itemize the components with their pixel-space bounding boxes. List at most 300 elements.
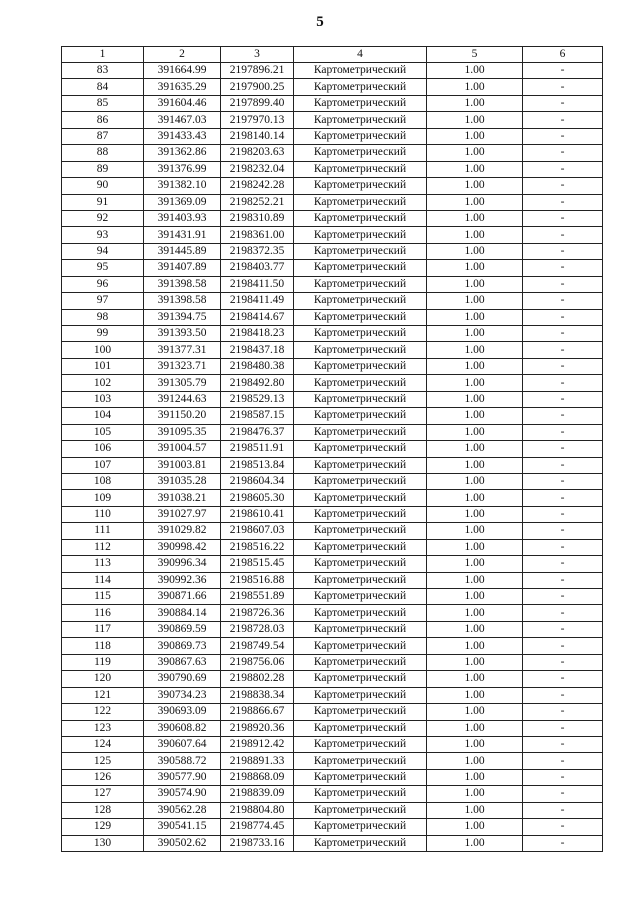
cell-accuracy: 1.00 xyxy=(427,638,523,654)
cell-coord-y: 2198726.36 xyxy=(221,605,294,621)
cell-coord-y: 2198749.54 xyxy=(221,638,294,654)
table-row xyxy=(62,95,603,111)
cell-accuracy: 1.00 xyxy=(427,490,523,506)
cell-coord-y: 2198515.45 xyxy=(221,556,294,572)
cell-coord-x: 390574.90 xyxy=(144,786,221,802)
cell-point-number: 119 xyxy=(62,654,144,670)
cell-coord-x: 390871.66 xyxy=(144,589,221,605)
cell-coord-y: 2198437.18 xyxy=(221,342,294,358)
cell-coord-x: 391377.31 xyxy=(144,342,221,358)
cell-note: - xyxy=(523,736,603,752)
cell-coord-y: 2198203.63 xyxy=(221,145,294,161)
cell-method: Картометрический xyxy=(294,539,427,555)
cell-method: Картометрический xyxy=(294,63,427,79)
cell-point-number: 98 xyxy=(62,309,144,325)
cell-method: Картометрический xyxy=(294,128,427,144)
cell-accuracy: 1.00 xyxy=(427,342,523,358)
cell-method: Картометрический xyxy=(294,556,427,572)
cell-note: - xyxy=(523,441,603,457)
cell-coord-x: 391467.03 xyxy=(144,112,221,128)
cell-coord-y: 2198516.22 xyxy=(221,539,294,555)
cell-method: Картометрический xyxy=(294,408,427,424)
cell-coord-x: 391394.75 xyxy=(144,309,221,325)
cell-coord-y: 2198372.35 xyxy=(221,243,294,259)
cell-coord-x: 391003.81 xyxy=(144,457,221,473)
cell-coord-x: 390607.64 xyxy=(144,736,221,752)
cell-coord-y: 2198411.49 xyxy=(221,293,294,309)
cell-method: Картометрический xyxy=(294,753,427,769)
cell-point-number: 109 xyxy=(62,490,144,506)
cell-coord-y: 2197900.25 xyxy=(221,79,294,95)
cell-point-number: 86 xyxy=(62,112,144,128)
cell-coord-y: 2198140.14 xyxy=(221,128,294,144)
cell-accuracy: 1.00 xyxy=(427,227,523,243)
table-row xyxy=(62,687,603,703)
cell-point-number: 110 xyxy=(62,506,144,522)
cell-coord-x: 390884.14 xyxy=(144,605,221,621)
cell-coord-y: 2198605.30 xyxy=(221,490,294,506)
cell-note: - xyxy=(523,309,603,325)
cell-note: - xyxy=(523,178,603,194)
cell-method: Картометрический xyxy=(294,638,427,654)
header-cell-4: 4 xyxy=(294,47,427,63)
cell-point-number: 99 xyxy=(62,326,144,342)
cell-method: Картометрический xyxy=(294,654,427,670)
cell-note: - xyxy=(523,671,603,687)
cell-note: - xyxy=(523,342,603,358)
cell-note: - xyxy=(523,835,603,851)
cell-coord-y: 2198920.36 xyxy=(221,720,294,736)
table-row xyxy=(62,753,603,769)
cell-point-number: 118 xyxy=(62,638,144,654)
cell-method: Картометрический xyxy=(294,736,427,752)
table-row xyxy=(62,572,603,588)
table-row xyxy=(62,457,603,473)
table-row xyxy=(62,326,603,342)
cell-point-number: 122 xyxy=(62,704,144,720)
cell-accuracy: 1.00 xyxy=(427,835,523,851)
cell-method: Картометрический xyxy=(294,835,427,851)
cell-point-number: 89 xyxy=(62,161,144,177)
cell-note: - xyxy=(523,260,603,276)
cell-note: - xyxy=(523,276,603,292)
cell-coord-y: 2198610.41 xyxy=(221,506,294,522)
cell-point-number: 129 xyxy=(62,819,144,835)
cell-method: Картометрический xyxy=(294,358,427,374)
table-row xyxy=(62,786,603,802)
cell-accuracy: 1.00 xyxy=(427,523,523,539)
cell-method: Картометрический xyxy=(294,210,427,226)
cell-coord-x: 390541.15 xyxy=(144,819,221,835)
cell-coord-y: 2198802.28 xyxy=(221,671,294,687)
cell-accuracy: 1.00 xyxy=(427,194,523,210)
cell-method: Картометрический xyxy=(294,145,427,161)
cell-point-number: 113 xyxy=(62,556,144,572)
cell-note: - xyxy=(523,210,603,226)
cell-accuracy: 1.00 xyxy=(427,605,523,621)
cell-coord-y: 2197970.13 xyxy=(221,112,294,128)
cell-note: - xyxy=(523,720,603,736)
cell-accuracy: 1.00 xyxy=(427,210,523,226)
cell-method: Картометрический xyxy=(294,769,427,785)
cell-coord-x: 391035.28 xyxy=(144,473,221,489)
cell-coord-y: 2198551.89 xyxy=(221,589,294,605)
cell-note: - xyxy=(523,819,603,835)
cell-accuracy: 1.00 xyxy=(427,63,523,79)
cell-accuracy: 1.00 xyxy=(427,276,523,292)
cell-accuracy: 1.00 xyxy=(427,687,523,703)
cell-coord-x: 390608.82 xyxy=(144,720,221,736)
cell-coord-y: 2198733.16 xyxy=(221,835,294,851)
cell-point-number: 84 xyxy=(62,79,144,95)
cell-note: - xyxy=(523,194,603,210)
cell-accuracy: 1.00 xyxy=(427,309,523,325)
cell-coord-y: 2198912.42 xyxy=(221,736,294,752)
cell-method: Картометрический xyxy=(294,95,427,111)
cell-note: - xyxy=(523,539,603,555)
cell-note: - xyxy=(523,408,603,424)
cell-accuracy: 1.00 xyxy=(427,769,523,785)
table-row xyxy=(62,835,603,851)
cell-accuracy: 1.00 xyxy=(427,424,523,440)
cell-accuracy: 1.00 xyxy=(427,506,523,522)
cell-coord-y: 2198476.37 xyxy=(221,424,294,440)
table-row xyxy=(62,473,603,489)
cell-coord-x: 391305.79 xyxy=(144,375,221,391)
cell-coord-x: 391150.20 xyxy=(144,408,221,424)
cell-point-number: 107 xyxy=(62,457,144,473)
cell-coord-y: 2198774.45 xyxy=(221,819,294,835)
cell-coord-y: 2197899.40 xyxy=(221,95,294,111)
table-row xyxy=(62,704,603,720)
cell-accuracy: 1.00 xyxy=(427,408,523,424)
cell-coord-x: 390588.72 xyxy=(144,753,221,769)
table-row xyxy=(62,391,603,407)
cell-note: - xyxy=(523,605,603,621)
cell-coord-y: 2198607.03 xyxy=(221,523,294,539)
cell-note: - xyxy=(523,63,603,79)
cell-note: - xyxy=(523,128,603,144)
cell-coord-x: 390693.09 xyxy=(144,704,221,720)
cell-accuracy: 1.00 xyxy=(427,671,523,687)
cell-note: - xyxy=(523,326,603,342)
table-row xyxy=(62,178,603,194)
cell-accuracy: 1.00 xyxy=(427,178,523,194)
cell-accuracy: 1.00 xyxy=(427,95,523,111)
cell-point-number: 114 xyxy=(62,572,144,588)
cell-coord-x: 391004.57 xyxy=(144,441,221,457)
cell-coord-x: 391095.35 xyxy=(144,424,221,440)
cell-point-number: 83 xyxy=(62,63,144,79)
cell-coord-x: 391038.21 xyxy=(144,490,221,506)
cell-point-number: 123 xyxy=(62,720,144,736)
table-row xyxy=(62,736,603,752)
cell-method: Картометрический xyxy=(294,326,427,342)
cell-accuracy: 1.00 xyxy=(427,457,523,473)
cell-coord-y: 2198418.23 xyxy=(221,326,294,342)
cell-note: - xyxy=(523,145,603,161)
table-row xyxy=(62,654,603,670)
table-row xyxy=(62,506,603,522)
table-row xyxy=(62,63,603,79)
cell-accuracy: 1.00 xyxy=(427,441,523,457)
cell-note: - xyxy=(523,802,603,818)
cell-coord-x: 391393.50 xyxy=(144,326,221,342)
cell-coord-y: 2198480.38 xyxy=(221,358,294,374)
cell-accuracy: 1.00 xyxy=(427,326,523,342)
cell-accuracy: 1.00 xyxy=(427,161,523,177)
cell-point-number: 130 xyxy=(62,835,144,851)
cell-coord-y: 2198804.80 xyxy=(221,802,294,818)
cell-accuracy: 1.00 xyxy=(427,654,523,670)
cell-coord-y: 2198242.28 xyxy=(221,178,294,194)
cell-coord-x: 391369.09 xyxy=(144,194,221,210)
table-row xyxy=(62,720,603,736)
table-row xyxy=(62,490,603,506)
cell-point-number: 101 xyxy=(62,358,144,374)
cell-method: Картометрический xyxy=(294,572,427,588)
cell-point-number: 126 xyxy=(62,769,144,785)
cell-point-number: 127 xyxy=(62,786,144,802)
table-row xyxy=(62,523,603,539)
cell-method: Картометрический xyxy=(294,293,427,309)
cell-coord-y: 2198728.03 xyxy=(221,621,294,637)
cell-coord-x: 391433.43 xyxy=(144,128,221,144)
cell-point-number: 97 xyxy=(62,293,144,309)
cell-method: Картометрический xyxy=(294,605,427,621)
cell-coord-y: 2198529.13 xyxy=(221,391,294,407)
cell-coord-x: 391027.97 xyxy=(144,506,221,522)
cell-coord-y: 2198891.33 xyxy=(221,753,294,769)
cell-coord-y: 2198232.04 xyxy=(221,161,294,177)
table-row xyxy=(62,112,603,128)
cell-accuracy: 1.00 xyxy=(427,572,523,588)
cell-coord-x: 390577.90 xyxy=(144,769,221,785)
table-row xyxy=(62,145,603,161)
cell-note: - xyxy=(523,572,603,588)
table-row xyxy=(62,408,603,424)
cell-method: Картометрический xyxy=(294,621,427,637)
header-cell-1: 1 xyxy=(62,47,144,63)
cell-accuracy: 1.00 xyxy=(427,112,523,128)
cell-accuracy: 1.00 xyxy=(427,589,523,605)
cell-method: Картометрический xyxy=(294,457,427,473)
cell-accuracy: 1.00 xyxy=(427,79,523,95)
cell-accuracy: 1.00 xyxy=(427,736,523,752)
cell-point-number: 108 xyxy=(62,473,144,489)
cell-coord-y: 2198511.91 xyxy=(221,441,294,457)
cell-coord-x: 391029.82 xyxy=(144,523,221,539)
cell-accuracy: 1.00 xyxy=(427,358,523,374)
cell-coord-y: 2198604.34 xyxy=(221,473,294,489)
cell-method: Картометрический xyxy=(294,473,427,489)
cell-accuracy: 1.00 xyxy=(427,375,523,391)
table-row xyxy=(62,79,603,95)
cell-point-number: 111 xyxy=(62,523,144,539)
table-row xyxy=(62,424,603,440)
table-row xyxy=(62,342,603,358)
cell-note: - xyxy=(523,786,603,802)
cell-coord-x: 391382.10 xyxy=(144,178,221,194)
table-header xyxy=(62,47,603,63)
table-row xyxy=(62,621,603,637)
cell-note: - xyxy=(523,589,603,605)
cell-accuracy: 1.00 xyxy=(427,720,523,736)
cell-point-number: 102 xyxy=(62,375,144,391)
cell-method: Картометрический xyxy=(294,523,427,539)
cell-coord-x: 390867.63 xyxy=(144,654,221,670)
cell-coord-y: 2198866.67 xyxy=(221,704,294,720)
cell-coord-x: 391376.99 xyxy=(144,161,221,177)
cell-coord-y: 2198513.84 xyxy=(221,457,294,473)
cell-note: - xyxy=(523,457,603,473)
table-row xyxy=(62,161,603,177)
cell-coord-y: 2198516.88 xyxy=(221,572,294,588)
cell-note: - xyxy=(523,621,603,637)
cell-point-number: 88 xyxy=(62,145,144,161)
cell-coord-y: 2198403.77 xyxy=(221,260,294,276)
cell-coord-x: 391323.71 xyxy=(144,358,221,374)
cell-coord-y: 2197896.21 xyxy=(221,63,294,79)
cell-method: Картометрический xyxy=(294,178,427,194)
cell-point-number: 94 xyxy=(62,243,144,259)
cell-coord-x: 391664.99 xyxy=(144,63,221,79)
cell-coord-x: 390790.69 xyxy=(144,671,221,687)
cell-coord-x: 391362.86 xyxy=(144,145,221,161)
cell-coord-x: 390996.34 xyxy=(144,556,221,572)
cell-coord-x: 390502.62 xyxy=(144,835,221,851)
cell-accuracy: 1.00 xyxy=(427,704,523,720)
table-row xyxy=(62,589,603,605)
cell-accuracy: 1.00 xyxy=(427,243,523,259)
cell-point-number: 103 xyxy=(62,391,144,407)
cell-point-number: 93 xyxy=(62,227,144,243)
cell-point-number: 92 xyxy=(62,210,144,226)
cell-note: - xyxy=(523,243,603,259)
cell-note: - xyxy=(523,95,603,111)
cell-point-number: 116 xyxy=(62,605,144,621)
cell-note: - xyxy=(523,79,603,95)
cell-point-number: 106 xyxy=(62,441,144,457)
table-row xyxy=(62,638,603,654)
cell-method: Картометрический xyxy=(294,424,427,440)
cell-point-number: 85 xyxy=(62,95,144,111)
cell-method: Картометрический xyxy=(294,227,427,243)
cell-accuracy: 1.00 xyxy=(427,786,523,802)
table-row xyxy=(62,293,603,309)
table-row xyxy=(62,128,603,144)
cell-method: Картометрический xyxy=(294,375,427,391)
cell-method: Картометрический xyxy=(294,802,427,818)
table-row xyxy=(62,605,603,621)
cell-coord-x: 390992.36 xyxy=(144,572,221,588)
cell-note: - xyxy=(523,704,603,720)
cell-note: - xyxy=(523,687,603,703)
cell-coord-x: 391407.89 xyxy=(144,260,221,276)
cell-coord-y: 2198756.06 xyxy=(221,654,294,670)
cell-coord-x: 391398.58 xyxy=(144,293,221,309)
cell-accuracy: 1.00 xyxy=(427,293,523,309)
cell-coord-x: 391398.58 xyxy=(144,276,221,292)
cell-method: Картометрический xyxy=(294,391,427,407)
page-number: 5 xyxy=(316,14,324,30)
header-cell-3: 3 xyxy=(221,47,294,63)
cell-note: - xyxy=(523,424,603,440)
table-row xyxy=(62,441,603,457)
cell-point-number: 120 xyxy=(62,671,144,687)
cell-coord-x: 391604.46 xyxy=(144,95,221,111)
table-row xyxy=(62,194,603,210)
cell-method: Картометрический xyxy=(294,589,427,605)
cell-point-number: 100 xyxy=(62,342,144,358)
cell-coord-x: 391635.29 xyxy=(144,79,221,95)
table-row xyxy=(62,819,603,835)
cell-method: Картометрический xyxy=(294,819,427,835)
cell-method: Картометрический xyxy=(294,687,427,703)
cell-method: Картометрический xyxy=(294,720,427,736)
cell-point-number: 125 xyxy=(62,753,144,769)
cell-method: Картометрический xyxy=(294,441,427,457)
cell-method: Картометрический xyxy=(294,786,427,802)
cell-coord-y: 2198411.50 xyxy=(221,276,294,292)
cell-note: - xyxy=(523,227,603,243)
cell-note: - xyxy=(523,293,603,309)
table-body xyxy=(62,63,603,852)
cell-point-number: 112 xyxy=(62,539,144,555)
cell-note: - xyxy=(523,473,603,489)
cell-accuracy: 1.00 xyxy=(427,473,523,489)
header-cell-6: 6 xyxy=(523,47,603,63)
table-row xyxy=(62,243,603,259)
cell-coord-x: 391445.89 xyxy=(144,243,221,259)
header-cell-2: 2 xyxy=(144,47,221,63)
cell-point-number: 124 xyxy=(62,736,144,752)
cell-coord-y: 2198868.09 xyxy=(221,769,294,785)
table-row xyxy=(62,556,603,572)
cell-note: - xyxy=(523,523,603,539)
table-row xyxy=(62,276,603,292)
cell-coord-y: 2198838.34 xyxy=(221,687,294,703)
cell-method: Картометрический xyxy=(294,260,427,276)
cell-coord-y: 2198310.89 xyxy=(221,210,294,226)
cell-accuracy: 1.00 xyxy=(427,145,523,161)
cell-coord-y: 2198492.80 xyxy=(221,375,294,391)
cell-point-number: 91 xyxy=(62,194,144,210)
cell-method: Картометрический xyxy=(294,671,427,687)
cell-coord-x: 391431.91 xyxy=(144,227,221,243)
cell-note: - xyxy=(523,638,603,654)
table-row xyxy=(62,769,603,785)
cell-point-number: 104 xyxy=(62,408,144,424)
cell-coord-x: 390998.42 xyxy=(144,539,221,555)
cell-coord-y: 2198252.21 xyxy=(221,194,294,210)
cell-method: Картометрический xyxy=(294,309,427,325)
cell-method: Картометрический xyxy=(294,704,427,720)
cell-note: - xyxy=(523,112,603,128)
cell-point-number: 105 xyxy=(62,424,144,440)
cell-coord-x: 391403.93 xyxy=(144,210,221,226)
table-row xyxy=(62,539,603,555)
cell-point-number: 95 xyxy=(62,260,144,276)
cell-accuracy: 1.00 xyxy=(427,802,523,818)
cell-method: Картометрический xyxy=(294,112,427,128)
cell-coord-x: 390734.23 xyxy=(144,687,221,703)
cell-accuracy: 1.00 xyxy=(427,128,523,144)
cell-point-number: 117 xyxy=(62,621,144,637)
cell-coord-y: 2198839.09 xyxy=(221,786,294,802)
table-row xyxy=(62,375,603,391)
cell-point-number: 90 xyxy=(62,178,144,194)
